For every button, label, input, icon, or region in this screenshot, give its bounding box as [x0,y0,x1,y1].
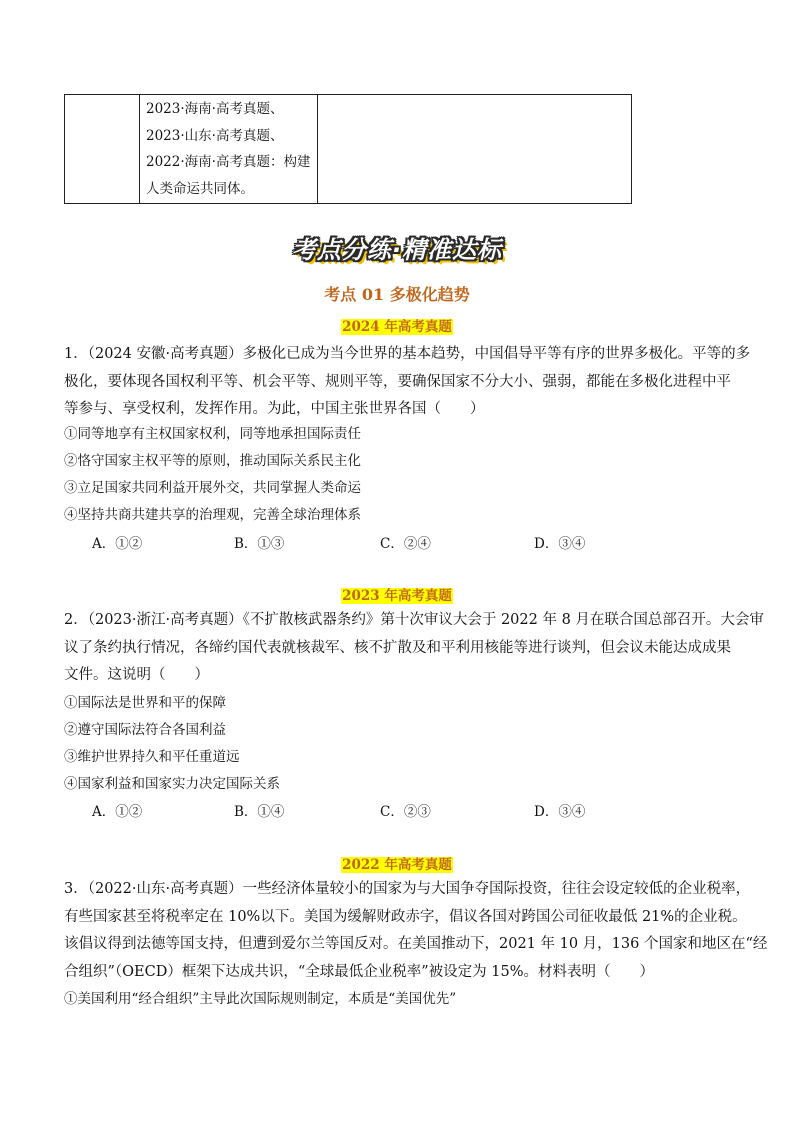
option-line: ②恪守国家主权平等的原则，推动国际关系民主化 [64,453,361,469]
table-cell-line: 2023·山东·高考真题、 [146,127,284,144]
table-cell-empty-right [318,95,631,203]
stem-line: 议了条约执行情况，各缔约国代表就核裁军、核不扩散及和平利用核能等进行谈判，但会议未能达成成果 [64,639,731,656]
option-line: ③维护世界持久和平任重道远 [64,749,240,765]
stem-line: 合组织”（OECD）框架下达成共识，“全球最低企业税率”被设定为 15%。材料表明（ ） [64,963,655,980]
stem-line: 等参与、享受权利，发挥作用。为此，中国主张世界各国（ ） [64,401,485,417]
option-line: ④坚持共商共建共享的治理观，完善全球治理体系 [64,507,361,523]
option-line: ①国际法是世界和平的保障 [64,695,226,711]
question-stem [64,607,764,690]
table-cell-empty-left [65,95,140,203]
answer-choices [92,800,692,824]
stem-line: 文件。这说明（ ） [64,667,209,683]
choice-b: B．①④ [234,804,285,820]
choice-a: A．①② [92,804,143,820]
year-tag-text: 2023 年高考真题 [342,588,452,604]
year-tag [0,853,794,873]
choice-d: D．③④ [534,536,586,552]
option-line: ②遵守国际法符合各国利益 [64,722,226,738]
table-cell-line: 2023·海南·高考真题、 [146,101,284,117]
stem-line: 有些国家甚至将税率定在 10%以下。美国为缓解财政赤字，倡议各国对跨国公司征收最低 21%的企业税。 [64,908,747,925]
stem-line: 2．（2023·浙江·高考真题）《不扩散核武器条约》第十次审议大会于 2022 年 8 月在联合国总部召开。大会审 [64,612,764,628]
table-cell-sources [140,95,318,203]
stem-line: 3．（2022·山东·高考真题）一些经济体量较小的国家为与大国争夺国际投资，往往会设定较低的企业税率， [64,881,751,897]
year-tag-text: 2022 年高考真题 [342,857,452,873]
table-cell-line: 人类命运共同体。 [146,180,254,197]
choice-b: B．①③ [234,536,285,552]
stem-line: 极化，要体现各国权利平等、机会平等、规则平等，要确保国家不分大小、强弱，都能在多极化进程中平 [64,373,731,390]
question-stem [64,876,768,986]
choice-d: D．③④ [534,804,586,820]
section-banner: 考点分练·精准达标 [291,236,503,264]
year-tag [0,315,794,335]
stem-line: 1．（2024 安徽·高考真题）多极化已成为当今世界的基本趋势，中国倡导平等有序的世界多极化。平等的多 [64,346,751,362]
option-line: ③立足国家共同利益开展外交，共同掌握人类命运 [64,480,361,496]
answer-choices [92,532,692,556]
choice-c: C．②③ [380,804,431,820]
choice-c: C．②④ [380,536,431,552]
table-cell-line: 2022·海南·高考真题：构建 [146,154,311,170]
option-line: ①美国利用“经合组织”主导此次国际规则制定，本质是“美国优先” [64,991,457,1007]
summary-table [64,94,632,204]
kaodian-title: 考点 01 多极化趋势 [324,285,470,304]
stem-line: 该倡议得到法德等国支持，但遭到爱尔兰等国反对。在美国推动下，2021 年 10 月，136 个国家和地区在“经 [64,936,768,952]
question-stem [64,341,751,424]
option-line: ①同等地享有主权国家权利，同等地承担国际责任 [64,426,361,442]
choice-a: A．①② [92,536,143,552]
option-line: ④国家利益和国家实力决定国际关系 [64,776,280,792]
year-tag [0,584,794,604]
year-tag-text: 2024 年高考真题 [342,319,452,335]
